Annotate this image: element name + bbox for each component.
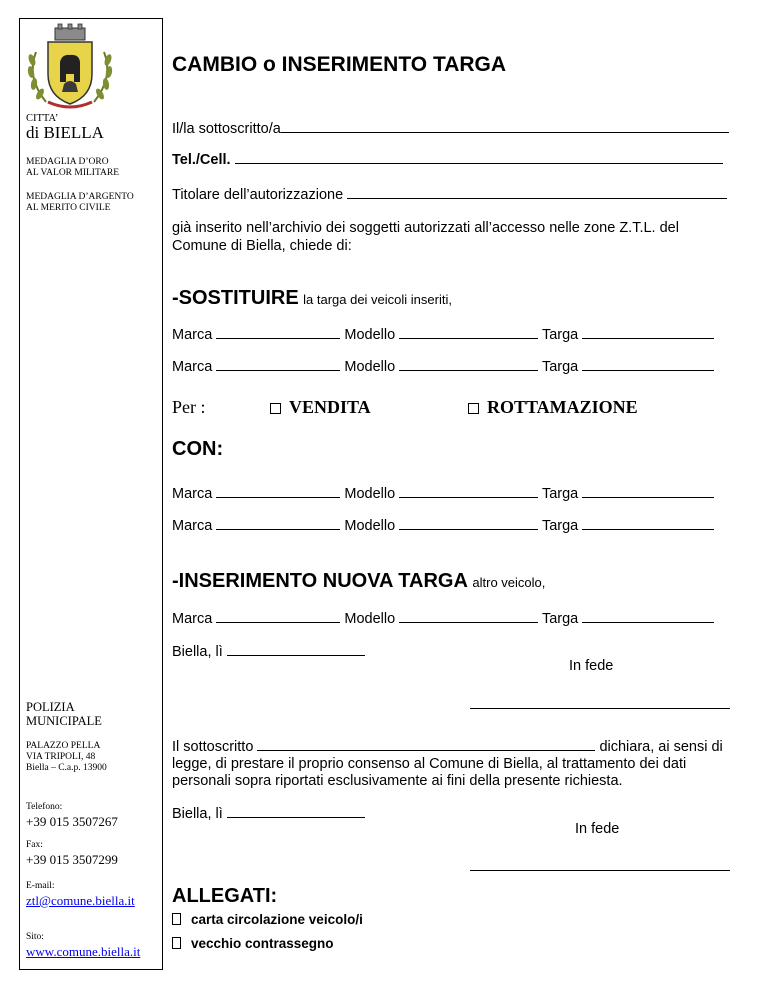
marca-label: Marca [172, 327, 213, 343]
marca-field[interactable] [216, 528, 340, 530]
replace-vehicle-row-1 [172, 327, 714, 343]
checkbox-icon[interactable] [172, 913, 181, 925]
intro-line1: già inserito nell’archivio dei soggetti autorizzati all’accesso nelle zone Z.T.L. del [172, 220, 679, 236]
marca-field[interactable] [216, 621, 340, 623]
vendita-label: VENDITA [289, 397, 371, 417]
consent-suffix: dichiara, ai sensi di [599, 739, 723, 755]
marca-field[interactable] [216, 496, 340, 498]
signature-line-1[interactable] [470, 708, 730, 709]
rottamazione-checkbox[interactable] [468, 403, 479, 414]
modello-field[interactable] [399, 621, 538, 623]
holder-label: Titolare dell’autorizzazione [172, 187, 344, 203]
dept-line2: MUNICIPALE [26, 714, 102, 728]
attachment-item-2[interactable] [172, 936, 334, 951]
option-vendita[interactable] [270, 397, 371, 418]
replace-sub: la targa dei veicoli inseriti, [303, 292, 452, 307]
site-label: Sito: [26, 932, 44, 942]
signature-line-2[interactable] [470, 870, 730, 871]
insert-vehicle-row [172, 611, 714, 627]
consent-line2: legge, di prestare il proprio consenso al Comune di Biella, al trattamento dei dati [172, 756, 687, 772]
targa-field[interactable] [582, 621, 714, 623]
replace-vehicle-row-2 [172, 359, 714, 375]
place-date-label: Biella, lì [172, 644, 223, 660]
targa-label: Targa [541, 611, 579, 627]
email-link[interactable]: ztl@comune.biella.it [26, 893, 135, 908]
modello-field[interactable] [399, 496, 538, 498]
place-date-label: Biella, lì [172, 806, 223, 822]
option-rottamazione[interactable] [468, 397, 638, 418]
insert-heading-row [172, 570, 545, 593]
targa-label: Targa [541, 327, 579, 343]
con-heading: CON: [172, 438, 224, 460]
holder-field[interactable] [347, 197, 727, 199]
targa-field[interactable] [582, 369, 714, 371]
undersigned-label: Il/la sottoscritto/a [172, 121, 281, 137]
form-title: CAMBIO o INSERIMENTO TARGA [172, 53, 507, 76]
targa-field[interactable] [582, 337, 714, 339]
targa-label: Targa [541, 359, 579, 375]
date-row-1 [172, 644, 365, 660]
holder-row [172, 187, 727, 203]
fax-value: +39 015 3507299 [26, 852, 118, 867]
address-line3: Biella – C.a.p. 13900 [26, 763, 107, 773]
marca-label: Marca [172, 611, 213, 627]
consent-line1 [172, 739, 723, 755]
con-vehicle-row-2 [172, 518, 714, 534]
medal-gold-line1: MEDAGLIA D’ORO [26, 157, 109, 167]
replace-heading: -SOSTITUIRE [172, 287, 299, 309]
modello-label: Modello [344, 327, 396, 343]
targa-field[interactable] [582, 496, 714, 498]
modello-label: Modello [344, 359, 396, 375]
rottamazione-label: ROTTAMAZIONE [487, 397, 638, 417]
website-link[interactable]: www.comune.biella.it [26, 944, 141, 959]
city-name: di BIELLA [26, 123, 104, 142]
tel-label: Tel./Cell. [172, 152, 231, 168]
targa-label: Targa [541, 518, 579, 534]
vendita-checkbox[interactable] [270, 403, 281, 414]
undersigned-row [172, 121, 729, 137]
in-fede-1: In fede [569, 658, 614, 674]
date-row-2 [172, 806, 365, 822]
checkbox-icon[interactable] [172, 937, 181, 949]
email-label: E-mail: [26, 881, 55, 891]
consent-prefix: Il sottoscritto [172, 739, 254, 755]
citta-label: CITTA’ [26, 113, 59, 124]
attachment-label-2: vecchio contrassegno [191, 936, 334, 951]
dept-line1: POLIZIA [26, 700, 75, 714]
medal-silver-line2: AL MERITO CIVILE [26, 203, 111, 213]
targa-label: Targa [541, 486, 579, 502]
modello-field[interactable] [399, 369, 538, 371]
medal-gold-line2: AL VALOR MILITARE [26, 168, 120, 178]
coat-of-arms-logo [22, 22, 118, 110]
marca-label: Marca [172, 359, 213, 375]
phone-value: +39 015 3507267 [26, 814, 118, 829]
modello-label: Modello [344, 486, 396, 502]
undersigned-field[interactable] [281, 131, 729, 133]
address-line1: PALAZZO PELLA [26, 741, 101, 751]
tel-field[interactable] [235, 162, 723, 164]
insert-heading: -INSERIMENTO NUOVA TARGA [172, 570, 468, 592]
marca-label: Marca [172, 486, 213, 502]
replace-heading-row [172, 287, 452, 310]
modello-field[interactable] [399, 337, 538, 339]
address-line2: VIA TRIPOLI, 48 [26, 752, 96, 762]
con-vehicle-row-1 [172, 486, 714, 502]
attachment-label-1: carta circolazione veicolo/i [191, 912, 363, 927]
fax-label: Fax: [26, 840, 43, 850]
targa-field[interactable] [582, 528, 714, 530]
marca-field[interactable] [216, 369, 340, 371]
modello-label: Modello [344, 518, 396, 534]
consent-name-field[interactable] [257, 749, 595, 751]
insert-sub: altro veicolo, [472, 575, 546, 590]
modello-field[interactable] [399, 528, 538, 530]
attachments-heading: ALLEGATI: [172, 885, 278, 907]
phone-label: Telefono: [26, 802, 63, 812]
tel-row [172, 152, 723, 168]
intro-line2: Comune di Biella, chiede di: [172, 238, 352, 254]
in-fede-2: In fede [575, 821, 620, 837]
date-field-2[interactable] [227, 816, 365, 818]
consent-line3: personali sopra riportati esclusivamente ai fini della presente richiesta. [172, 773, 623, 789]
medal-silver-line1: MEDAGLIA D’ARGENTO [26, 192, 134, 202]
per-label: Per : [172, 397, 206, 417]
modello-label: Modello [344, 611, 396, 627]
marca-field[interactable] [216, 337, 340, 339]
attachment-item-1[interactable] [172, 912, 363, 927]
marca-label: Marca [172, 518, 213, 534]
date-field-1[interactable] [227, 654, 365, 656]
